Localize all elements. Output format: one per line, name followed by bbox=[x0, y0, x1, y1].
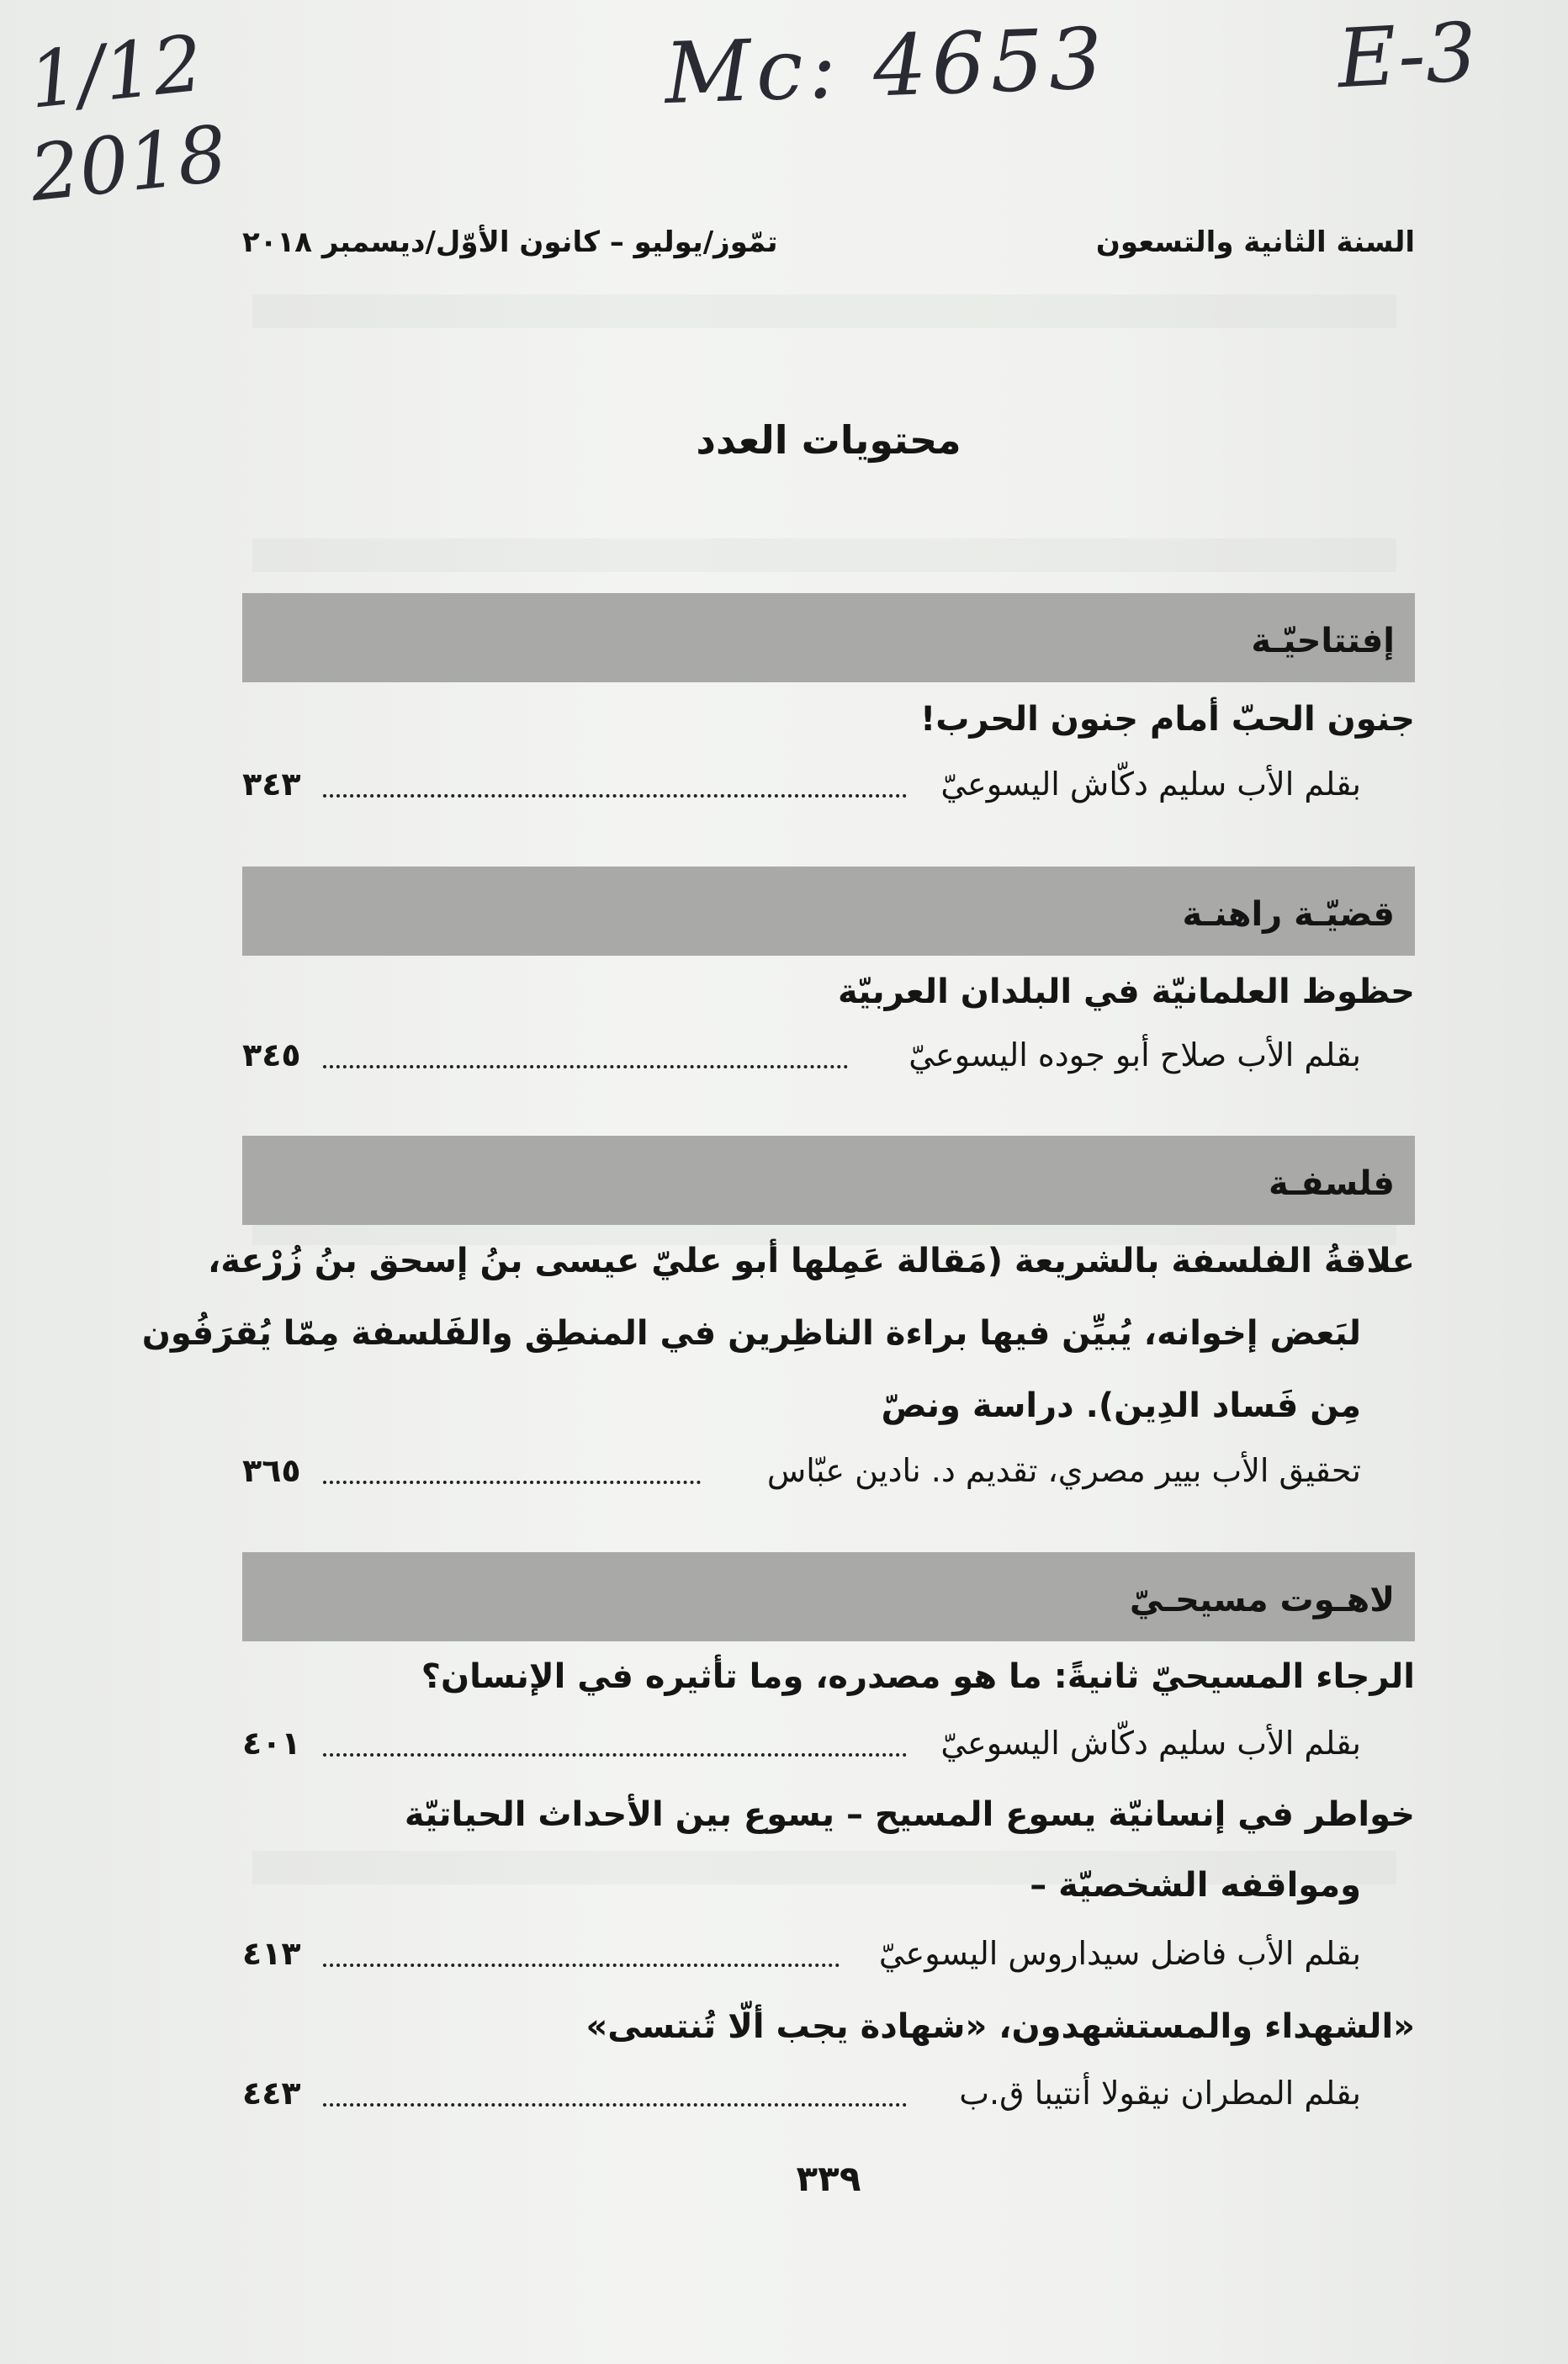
page-title: محتويات العدد bbox=[696, 417, 961, 463]
section-title: فلسفـة bbox=[1269, 1164, 1395, 1203]
handwritten-shelf-mark: E-3 bbox=[1335, 4, 1480, 107]
running-header bbox=[242, 225, 1415, 276]
article-entry bbox=[242, 1935, 1361, 1985]
leader-dots bbox=[323, 1481, 701, 1484]
article-author: بقلم المطران نيقولا أنتيبا ق.ب bbox=[959, 2075, 1361, 2112]
leader-dots bbox=[323, 1065, 848, 1068]
article-author: بقلم الأب سليم دكّاش اليسوعيّ bbox=[940, 766, 1361, 803]
article-title-line: مِن فَساد الدِين). دراسة ونصّ bbox=[881, 1386, 1361, 1425]
article-author: تحقيق الأب بيير مصري، تقديم د. نادين عبّاس bbox=[766, 1452, 1361, 1489]
leader-dots bbox=[323, 1753, 907, 1757]
page-ref: ٤٤٣ bbox=[242, 2075, 301, 2112]
article-entry bbox=[242, 766, 1361, 816]
article-entry bbox=[242, 1725, 1361, 1775]
article-entry bbox=[242, 2075, 1361, 2125]
article-title: جنون الحبّ أمام جنون الحرب! bbox=[919, 700, 1415, 739]
article-author: بقلم الأب فاضل سيداروس اليسوعيّ bbox=[878, 1935, 1361, 1972]
article-title-line: علاقةُ الفلسفة بالشريعة (مَقالة عَمِلها أبو عليّ عيسى بنُ إسحق بنُ زُرْعة، bbox=[208, 1242, 1415, 1280]
article-author: بقلم الأب صلاح أبو جوده اليسوعيّ bbox=[908, 1036, 1361, 1073]
page-ref: ٣٤٥ bbox=[242, 1036, 301, 1073]
article-title-line: خواطر في إنسانيّة يسوع المسيح – يسوع بين الأحداث الحياتيّة bbox=[404, 1795, 1415, 1834]
handwritten-call-number: Mc: 4653 bbox=[663, 8, 1110, 124]
handwritten-issue: 1/12 bbox=[24, 18, 207, 126]
leader-dots bbox=[323, 1964, 840, 1967]
leader-dots bbox=[323, 794, 907, 798]
article-title-line: لبَعض إخوانه، يُبيِّن فيها براءة الناظِرين في المنطِق والفَلسفة مِمّا يُقرَفُون bbox=[141, 1314, 1361, 1353]
article-author: بقلم الأب سليم دكّاش اليسوعيّ bbox=[940, 1725, 1361, 1762]
section-header bbox=[242, 593, 1415, 682]
page-ref: ٤١٣ bbox=[242, 1935, 301, 1972]
article-title: «الشهداء والمستشهدون، «شهادة يجب ألّا تُنتسى» bbox=[585, 2007, 1415, 2046]
section-title: قضيّـة راهنـة bbox=[1182, 895, 1395, 934]
page-number: ٣٣٩ bbox=[796, 2158, 861, 2199]
toc-content bbox=[141, 0, 1415, 2364]
article-title: الرجاء المسيحيّ ثانيةً: ما هو مصدره، وما تأثيره في الإنسان؟ bbox=[421, 1657, 1415, 1696]
article-entry bbox=[242, 1452, 1361, 1503]
handwritten-date-note bbox=[24, 16, 231, 220]
section-title: لاهـوت مسيحـيّ bbox=[1129, 1581, 1395, 1619]
handwritten-year: 2018 bbox=[25, 109, 231, 220]
article-title-line: ومواقفه الشخصيّة – bbox=[1030, 1866, 1361, 1905]
section-header bbox=[242, 1136, 1415, 1225]
section-header bbox=[242, 867, 1415, 956]
leader-dots bbox=[323, 2103, 907, 2107]
page-ref: ٣٤٣ bbox=[242, 766, 301, 803]
article-title: حظوظ العلمانيّة في البلدان العربيّة bbox=[838, 973, 1415, 1011]
section-header bbox=[242, 1552, 1415, 1641]
volume-year: السنة الثانية والتسعون bbox=[1095, 225, 1415, 259]
section-title: إفتتاحيّـة bbox=[1251, 622, 1395, 660]
issue-dates: تمّوز/يوليو – كانون الأوّل/ديسمبر ٢٠١٨ bbox=[242, 225, 778, 259]
page-ref: ٣٦٥ bbox=[242, 1452, 301, 1489]
page-ref: ٤٠١ bbox=[242, 1725, 301, 1762]
article-entry bbox=[242, 1036, 1361, 1087]
